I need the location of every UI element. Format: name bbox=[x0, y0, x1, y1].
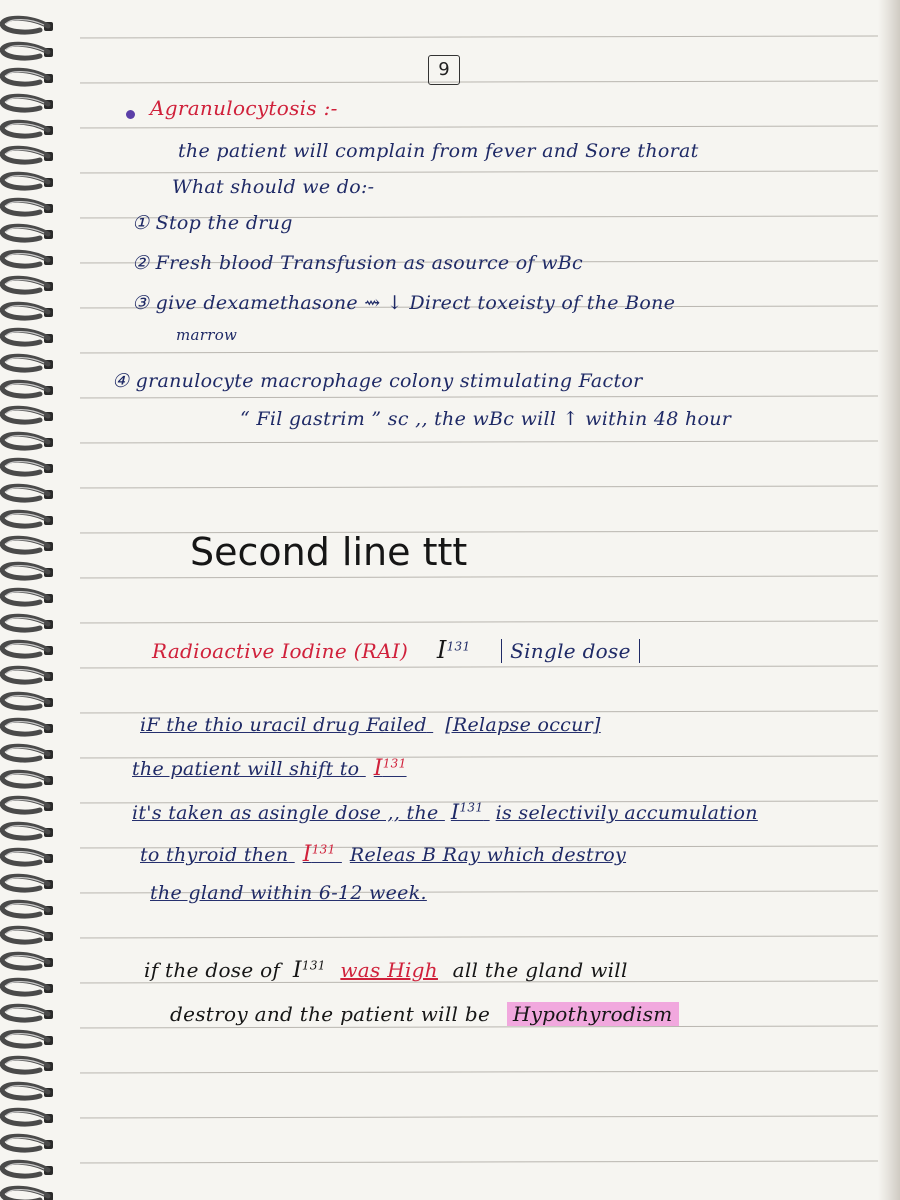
text-line-what-to-do: What should we do:- bbox=[172, 176, 375, 198]
iodine-symbol-4: I bbox=[302, 842, 312, 867]
spiral-binding bbox=[0, 0, 80, 1200]
single-dose-label: Single dose bbox=[510, 639, 631, 663]
iodine-mass-number-2: 131 bbox=[382, 756, 407, 771]
para1-line-4b-text: Releas B Ray which destroy bbox=[349, 844, 627, 866]
page-number: 9 bbox=[428, 55, 460, 85]
para1-line-5: the gland within 6-12 week. bbox=[150, 882, 427, 904]
list-item-2: ② Fresh blood Transfusion as asource of wBc bbox=[132, 252, 583, 274]
section-heading-second-line: Second line ttt bbox=[190, 530, 468, 574]
iodine-symbol-3: I bbox=[450, 800, 460, 824]
single-dose-box bbox=[501, 639, 640, 663]
iodine-mass-number-4: 131 bbox=[311, 842, 336, 857]
para2-line-2a-text: destroy and the patient will be bbox=[170, 1002, 491, 1026]
para1-line-3a-text: it's taken as asingle dose ,, the bbox=[132, 802, 439, 824]
para1-line-2 bbox=[132, 756, 407, 781]
iodine-mass-number-5: 131 bbox=[301, 958, 326, 973]
para2-line-2 bbox=[170, 1002, 679, 1026]
para1-line-1-text: iF the thio uracil drug Failed bbox=[140, 714, 427, 736]
para2-line-1 bbox=[144, 958, 628, 983]
text-line-complaint: the patient will complain from fever and Sore thorat bbox=[178, 140, 699, 162]
section-heading-agranulocytosis: Agranulocytosis :- bbox=[150, 96, 338, 120]
list-item-3-continued: marrow bbox=[176, 326, 238, 344]
page-edge bbox=[878, 0, 900, 1200]
was-high-text: was High bbox=[340, 958, 438, 982]
iodine-symbol-2: I bbox=[373, 756, 383, 781]
list-item-3: ③ give dexamethasone ⇝ ↓ Direct toxeisty of the Bone bbox=[132, 292, 676, 314]
iodine-symbol: I bbox=[436, 636, 447, 664]
iodine-mass-number-3: 131 bbox=[459, 800, 484, 815]
rai-label: Radioactive Iodine (RAI) bbox=[152, 639, 409, 663]
para1-line-4 bbox=[140, 842, 626, 867]
iodine-mass-number: 131 bbox=[446, 639, 471, 654]
relapse-bracket: [Relapse occur] bbox=[445, 714, 601, 736]
list-item-4: ④ granulocyte macrophage colony stimulating Factor bbox=[112, 370, 643, 392]
para1-line-1 bbox=[140, 714, 601, 736]
para1-line-4a-text: to thyroid then bbox=[140, 844, 289, 866]
para2-line-1b-text: all the gland will bbox=[452, 958, 628, 982]
rai-line bbox=[152, 636, 640, 664]
list-item-4-continued: “ Fil gastrim ” sc ,, the wBc will ↑ within 48 hour bbox=[240, 408, 732, 430]
list-item-1: ① Stop the drug bbox=[132, 212, 293, 234]
para2-line-1a-text: if the dose of bbox=[144, 958, 281, 982]
iodine-symbol-5: I bbox=[292, 958, 302, 983]
bullet-dot bbox=[126, 110, 135, 119]
para1-line-3b-text: is selectivily accumulation bbox=[495, 802, 758, 824]
para1-line-2-text: the patient will shift to bbox=[132, 758, 360, 780]
para1-line-3 bbox=[132, 800, 758, 824]
hypothyrodism-highlight: Hypothyrodism bbox=[507, 1002, 679, 1026]
